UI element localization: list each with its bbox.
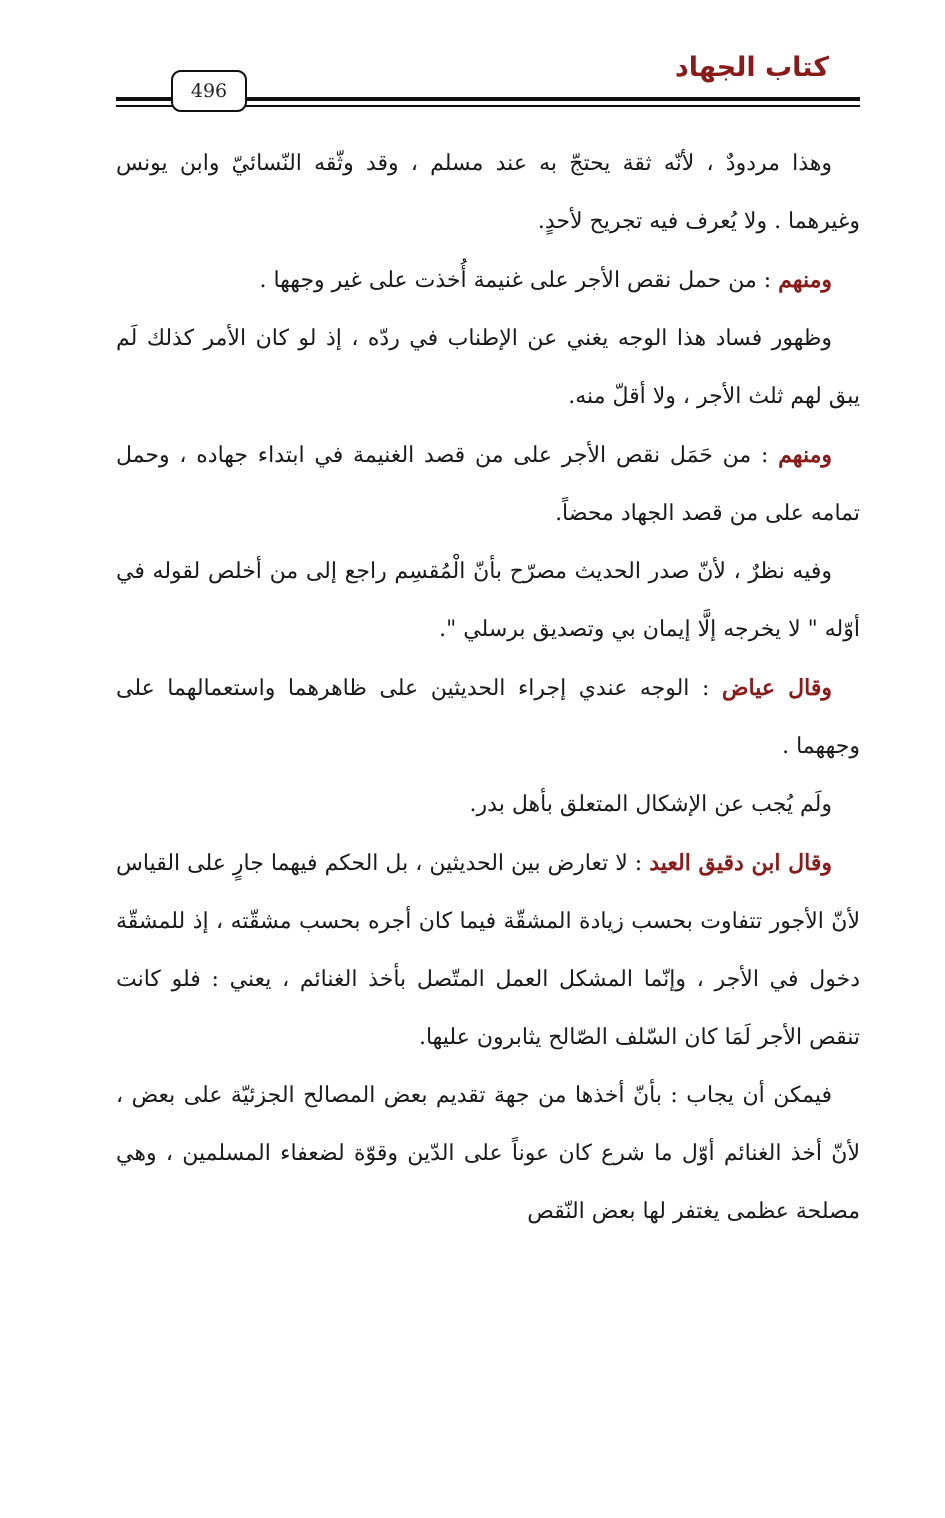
speaker-name: وقال ابن دقيق العيد — [649, 850, 832, 876]
paragraph: وفيه نظرٌ ، لأنّ صدر الحديث مصرّح بأنّ الْمُقسِم راجع إلى من أخلص لقوله في أوّله " لا يخرجه إلَّا إيمان بي وتصديق برسلي ". — [116, 559, 860, 642]
paragraph: ولَم يُجب عن الإشكال المتعلق بأهل بدر. — [469, 792, 832, 817]
speaker-name: وقال عياض — [721, 675, 832, 701]
paragraph: ومنهم : من حَمَل نقص الأجر على من قصد الغنيمة في ابتداء جهاده ، وحمل تمامه على من قصد الجهاد محضاً. — [116, 442, 860, 526]
book-title: كتاب الجهاد — [674, 52, 829, 83]
speaker-name: ومنهم — [778, 442, 832, 468]
paragraph: ومنهم : من حمل نقص الأجر على غنيمة أُخذت على غير وجهها . — [259, 267, 832, 293]
page-header — [0, 0, 945, 130]
paragraph: وهذا مردودٌ ، لأنّه ثقة يحتجّ به عند مسلم ، وقد وثّقه النّسائيّ وابن يونس وغيرهما . ولا يُعرف فيه تجريح لأحدٍ. — [116, 151, 860, 234]
speaker-name: ومنهم — [778, 267, 832, 293]
paragraph: وظهور فساد هذا الوجه يغني عن الإطناب في ردّه ، إذ لو كان الأمر كذلك لَم يبق لهم ثلث الأجر ، ولا أقلّ منه. — [116, 326, 860, 409]
body-text — [116, 135, 860, 1241]
paragraph: وقال ابن دقيق العيد : لا تعارض بين الحديثين ، بل الحكم فيهما جارٍ على القياس لأنّ الأجور تتفاوت بحسب زيادة المشقّة فيما كان أجره بحسب مشقّته ، إذ للمشقّة دخول في الأجر ، وإنّما المشكل العمل المتّصل بأخذ الغنائم ، يعني : فلو كانت تنقص الأجر لَمَا كان السّلف الصّالح يثابرون عليها. — [116, 850, 860, 1050]
paragraph: فيمكن أن يجاب : بأنّ أخذها من جهة تقديم بعض المصالح الجزئيّة على بعض ، لأنّ أخذ الغنائم أوّل ما شرع كان عوناً على الدّين وقوّة لضعفاء المسلمين ، وهي مصلحة عظمى يغتفر لها بعض النّقص — [116, 1083, 860, 1224]
paragraph: وقال عياض : الوجه عندي إجراء الحديثين على ظاهرهما واستعمالهما على وجههما . — [116, 675, 860, 759]
page-number: 496 — [171, 70, 247, 112]
